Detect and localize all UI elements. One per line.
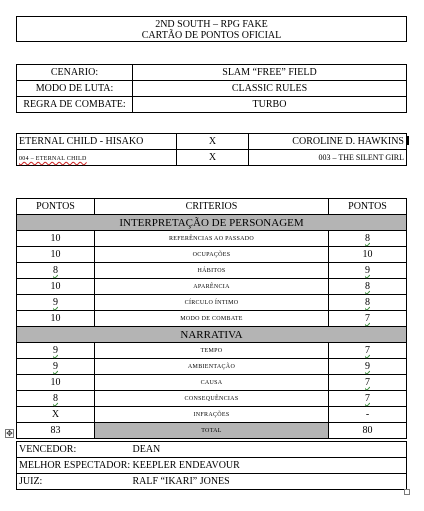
score-right: - — [329, 407, 407, 423]
criteria-label: CÍRCULO ÍNTIMO — [95, 295, 329, 311]
score-left-value: 8 — [53, 265, 58, 276]
score-right — [329, 375, 407, 391]
criteria-label: TEMPO — [95, 343, 329, 359]
total-right: 80 — [329, 423, 407, 439]
section-title: NARRATIVA — [17, 327, 407, 343]
score-header-row — [17, 199, 407, 215]
result-label: MELHOR ESPECTADOR: — [17, 458, 133, 474]
score-left: 10 — [17, 247, 95, 263]
table-resize-handle-icon[interactable] — [404, 489, 410, 495]
score-right-value: 8 — [365, 297, 370, 308]
info-table — [16, 64, 407, 113]
info-row-cenario — [17, 65, 407, 81]
row-resize-handle-icon[interactable] — [407, 136, 409, 145]
criteria-label: MODO DE COMBATE — [95, 311, 329, 327]
criteria-label: CAUSA — [95, 375, 329, 391]
score-right: 10 — [329, 247, 407, 263]
score-right-value: 7 — [365, 313, 370, 324]
criteria-label: REFERÊNCIAS AO PASSADO — [95, 231, 329, 247]
total-left: 83 — [17, 423, 95, 439]
score-right — [329, 391, 407, 407]
criteria-label: CONSEQUÊNCIAS — [95, 391, 329, 407]
info-label: MODO DE LUTA: — [17, 81, 133, 97]
score-left: 10 — [17, 279, 95, 295]
score-left — [17, 359, 95, 375]
info-value: TURBO — [133, 97, 407, 113]
info-label: CENARIO: — [17, 65, 133, 81]
score-right-value: 7 — [365, 345, 370, 356]
column-header: PONTOS — [17, 199, 95, 215]
score-right — [329, 311, 407, 327]
score-right-value: 9 — [365, 361, 370, 372]
score-row — [17, 311, 407, 327]
score-row — [17, 407, 407, 423]
total-row — [17, 423, 407, 439]
score-right-value: 8 — [365, 281, 370, 292]
score-left — [17, 343, 95, 359]
score-left-value: 9 — [53, 297, 58, 308]
fighter-left-id-text: 004 – ETERNAL CHILD — [19, 156, 87, 162]
criteria-label: OCUPAÇÕES — [95, 247, 329, 263]
score-left: 10 — [17, 311, 95, 327]
result-value: RALF “IKARI” JONES — [133, 474, 407, 490]
score-left: 10 — [17, 375, 95, 391]
document-header — [16, 16, 407, 42]
section-header-row — [17, 327, 407, 343]
result-table — [16, 441, 407, 490]
result-label: VENCEDOR: — [17, 442, 133, 458]
score-left — [17, 263, 95, 279]
score-left: X — [17, 407, 95, 423]
score-row — [17, 231, 407, 247]
section-header-row — [17, 215, 407, 231]
score-row — [17, 295, 407, 311]
score-right-value: 7 — [365, 393, 370, 404]
result-label: JUIZ: — [17, 474, 133, 490]
match-table — [16, 133, 407, 166]
result-value: KEEPLER ENDEAVOUR — [133, 458, 407, 474]
match-row-names — [17, 134, 407, 150]
result-row-juiz — [17, 474, 407, 490]
section-title: INTERPRETAÇÃO DE PERSONAGEM — [17, 215, 407, 231]
score-row — [17, 343, 407, 359]
fighter-left-id — [17, 150, 177, 166]
score-left-value: 9 — [53, 345, 58, 356]
score-right — [329, 295, 407, 311]
score-left: 10 — [17, 231, 95, 247]
score-left-value: 9 — [53, 361, 58, 372]
score-row — [17, 263, 407, 279]
info-value: SLAM “FREE” FIELD — [133, 65, 407, 81]
score-row — [17, 247, 407, 263]
versus-mark: X — [177, 134, 249, 150]
column-header: PONTOS — [329, 199, 407, 215]
score-left-value: 8 — [53, 393, 58, 404]
score-right — [329, 263, 407, 279]
versus-mark: X — [177, 150, 249, 166]
score-row — [17, 391, 407, 407]
score-left — [17, 295, 95, 311]
criteria-label: INFRAÇÕES — [95, 407, 329, 423]
result-row-espectador — [17, 458, 407, 474]
score-left — [17, 391, 95, 407]
score-right — [329, 231, 407, 247]
fighter-right-id: 003 – THE SILENT GIRL — [249, 150, 407, 166]
score-row — [17, 279, 407, 295]
column-header: CRITERIOS — [95, 199, 329, 215]
total-label: TOTAL — [95, 423, 329, 439]
score-row — [17, 375, 407, 391]
info-row-modo — [17, 81, 407, 97]
criteria-label: APARÊNCIA — [95, 279, 329, 295]
fighter-right-name: COROLINE D. HAWKINS — [249, 134, 407, 150]
info-value: CLASSIC RULES — [133, 81, 407, 97]
score-right-value: 8 — [365, 233, 370, 244]
info-row-regra — [17, 97, 407, 113]
score-right — [329, 343, 407, 359]
header-title: 2ND SOUTH – RPG FAKE — [155, 19, 268, 30]
score-right-value: 7 — [365, 377, 370, 388]
fighter-left-name: ETERNAL CHILD - HISAKO — [17, 134, 177, 150]
criteria-label: HÁBITOS — [95, 263, 329, 279]
result-value: DEAN — [133, 442, 407, 458]
score-right — [329, 359, 407, 375]
score-right-value: 9 — [365, 265, 370, 276]
score-row — [17, 359, 407, 375]
score-table — [16, 198, 407, 439]
table-move-handle-icon[interactable]: ✥ — [6, 429, 13, 438]
header-subtitle: CARTÃO DE PONTOS OFICIAL — [141, 30, 282, 41]
score-right — [329, 279, 407, 295]
result-row-vencedor — [17, 442, 407, 458]
info-label: REGRA DE COMBATE: — [17, 97, 133, 113]
match-row-ids — [17, 150, 407, 166]
criteria-label: AMBIENTAÇÃO — [95, 359, 329, 375]
